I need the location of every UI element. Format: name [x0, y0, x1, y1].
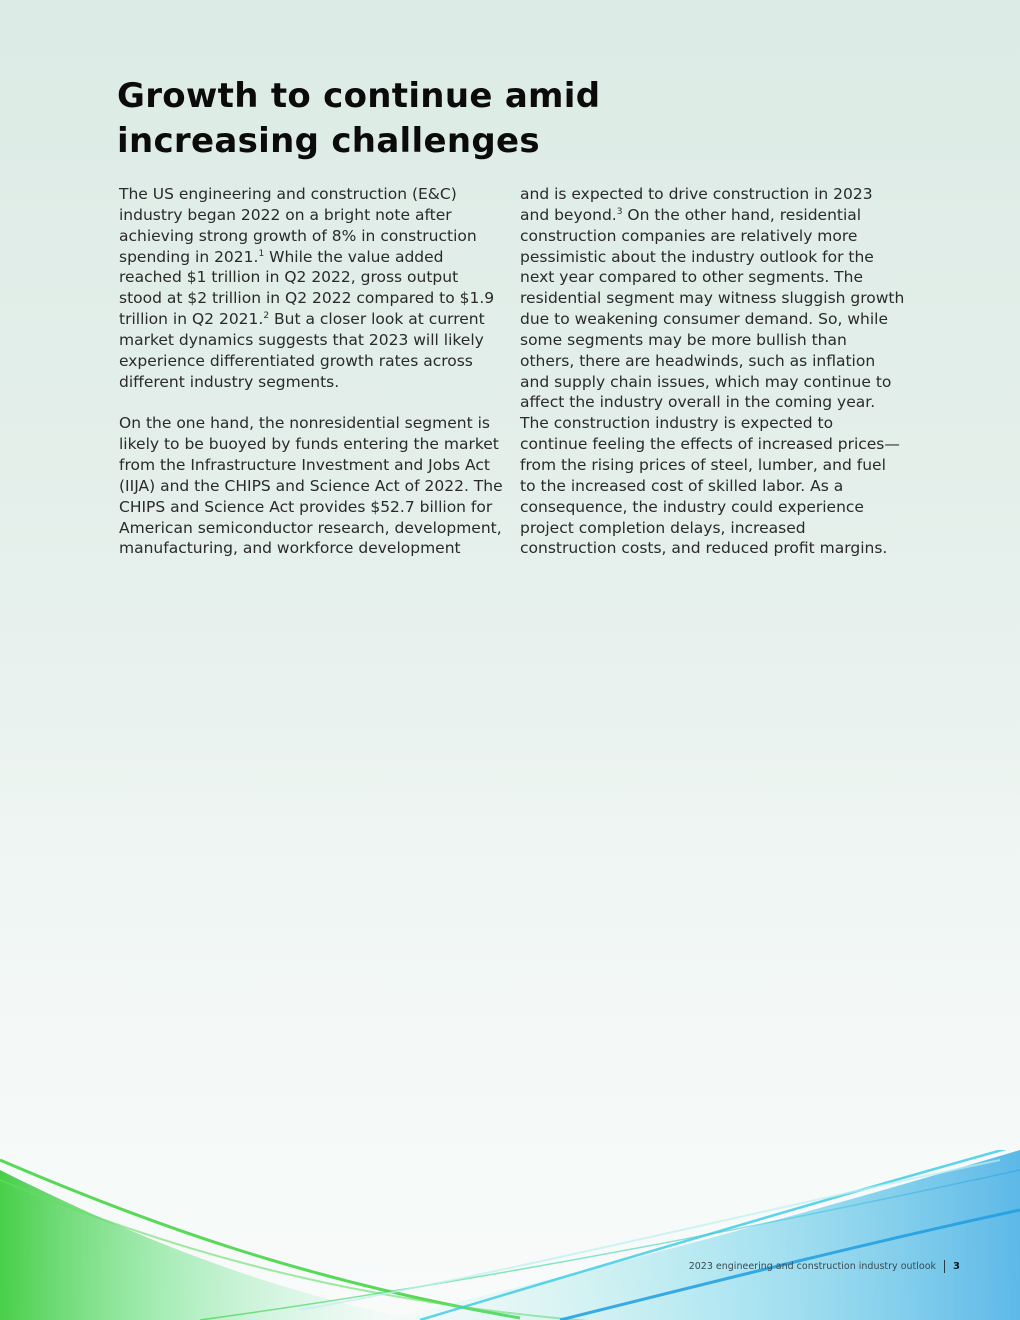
paragraph-text: While the value added reached $1 trillion in Q2 2022, gross output stood at $2 trillion in Q2 2022 compared to $1.9 trillion in Q2 2021. [119, 247, 495, 329]
paragraph-text: But a closer look at current market dynamics suggests that 2023 will likely experience differentiated growth rates across different industry segments. [119, 310, 485, 391]
paragraph-text: and is expected to drive construction in 2023 and beyond. [520, 185, 873, 224]
paragraph-text: The US engineering and construction (E&C) industry began 2022 on a bright note after achieving strong growth of 8% in construction spending in 2021. [119, 185, 477, 266]
page-title [117, 74, 677, 164]
footnote-ref-3: 3 [616, 206, 623, 217]
decorative-waves [0, 1150, 1020, 1320]
page-title-line2: increasing challenges [117, 121, 540, 161]
footer-doc-title: 2023 engineering and construction industry outlook [688, 1260, 937, 1272]
page-number: 3 [953, 1260, 960, 1272]
paragraph-intro [119, 184, 504, 392]
footnote-ref-2: 2 [263, 311, 270, 322]
page-title-line1: Growth to continue amid [117, 76, 601, 116]
page-footer [689, 1258, 960, 1274]
footer-separator [944, 1260, 945, 1273]
paragraph-nonresidential: On the one hand, the nonresidential segment is likely to be buoyed by funds entering the market from the Infrastructure Investment and Jobs Act (IIJA) and the CHIPS and Science Act of 2022. The CHIPS and Science Act provides $52.7 billion for American semiconductor research, development, manufacturing, and workforce development [119, 414, 503, 558]
left-column [119, 184, 504, 580]
right-column [520, 184, 905, 580]
paragraph-text: On the other hand, residential construction companies are relatively more pessimistic about the industry outlook for the next year compared to other segments. The residential segment may witness sluggish growth due to weakening consumer demand. So, while some segments may be more bullish than others, there are headwinds, such as inflation and supply chain issues, which may continue to affect the industry overall in the coming year. The construction industry is expected to continue feeling the effects of increased prices—from the rising prices of steel, lumber, and fuel to the increased cost of skilled labor. As a consequence, the industry could experience project completion delays, increased construction costs, and reduced profit margins. [520, 205, 905, 558]
footnote-ref-1: 1 [258, 248, 265, 259]
paragraph-residential [520, 184, 905, 559]
